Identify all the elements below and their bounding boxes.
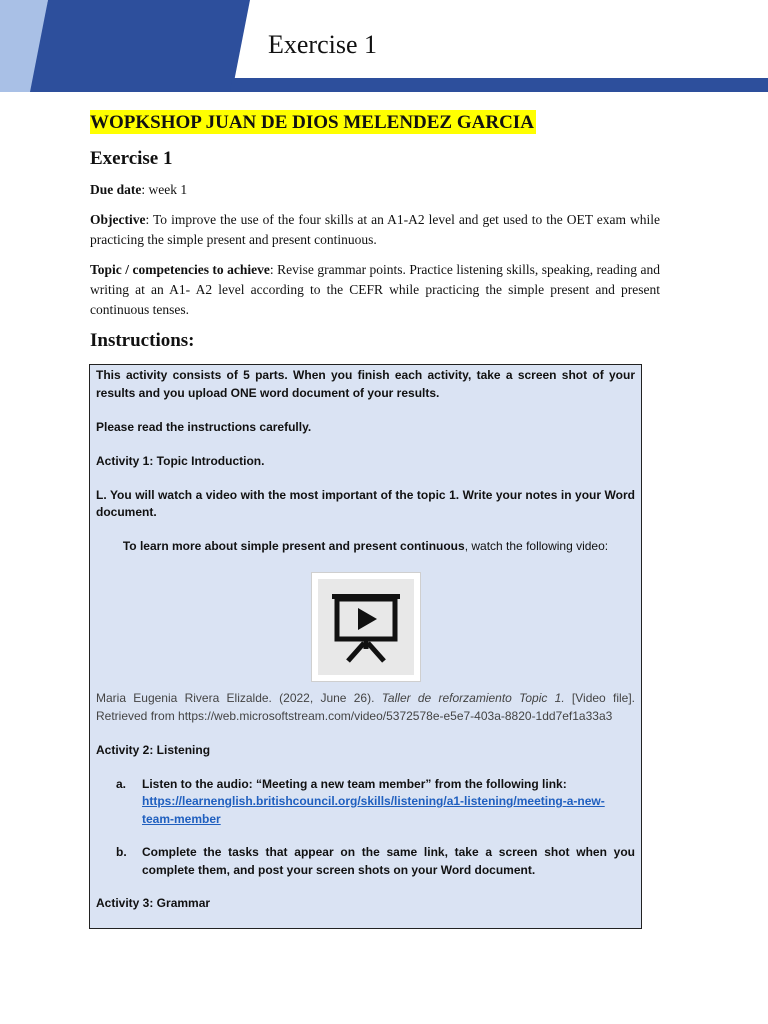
presentation-play-icon — [328, 589, 404, 665]
instructions-box — [89, 364, 642, 929]
header-title: Exercise 1 — [268, 30, 378, 59]
list-item-b — [116, 844, 635, 879]
due-date-value: : week 1 — [141, 182, 188, 197]
video-intro — [96, 538, 635, 556]
video-thumbnail[interactable] — [311, 572, 421, 682]
due-date-label: Due date — [90, 182, 142, 197]
topic-paragraph — [90, 260, 660, 320]
header-bottom-bar — [230, 78, 768, 92]
activity3-heading: Activity 3: Grammar — [96, 896, 211, 910]
list-item-a — [116, 776, 635, 829]
header-band — [0, 0, 768, 92]
british-council-link[interactable]: https://learnenglish.britishcouncil.org/skills/listening/a1-listening/meeting-a-new-team-member — [142, 794, 605, 826]
citation-author: Maria Eugenia Rivera Elizalde. (2022, June 26). — [96, 691, 382, 705]
workshop-title: WOPKSHOP JUAN DE DIOS MELENDEZ GARCIA — [90, 112, 534, 133]
topic-text: : Revise grammar points. Practice listening skills, speaking, reading and writing at an A1- A2 level according to the CEFR while practicing the simple present and present continuous tenses. — [90, 262, 660, 317]
video-citation — [96, 690, 635, 725]
item-a-text: Listen to the audio: “Meeting a new team member” from the following link: — [142, 776, 567, 791]
list-text-a — [142, 776, 635, 829]
header-dark-shape — [30, 0, 250, 92]
list-marker-b: b. — [116, 845, 127, 859]
due-date-paragraph — [90, 180, 660, 200]
citation-title: Taller de reforzamiento Topic 1. — [381, 691, 565, 705]
objective-label: Objective — [90, 212, 146, 227]
exercise-heading: Exercise 1 — [90, 148, 173, 169]
video-intro-rest: , watch the following video: — [464, 539, 609, 553]
topic-label: Topic / competencies to achieve — [90, 262, 270, 277]
activity1-item: L. You will watch a video with the most important of the topic 1. Write your notes in your Word document. — [96, 487, 635, 519]
instructions-heading: Instructions: — [90, 330, 195, 351]
activity2-heading: Activity 2: Listening — [96, 742, 211, 757]
item-b-text: Complete the tasks that appear on the same link, take a screen shot when you complete them, and post your screen shots on your Word document. — [142, 845, 635, 877]
document-body — [90, 108, 660, 352]
activity1-heading: Activity 1: Topic Introduction. — [96, 453, 265, 468]
citation-rest: [Video file]. Retrieved from https://web.microsoftstream.com/video/5372578e-e5e7-403a-8820-1dd7ef1a33a3 — [96, 691, 636, 723]
objective-paragraph — [90, 210, 660, 250]
video-intro-bold: To learn more about simple present and present continuous — [122, 539, 465, 553]
objective-text: : To improve the use of the four skills at an A1-A2 level and get used to the OET exam while practicing the simple present and present continuous. — [90, 212, 660, 247]
video-thumbnail-inner — [318, 579, 414, 675]
intro-text: This activity consists of 5 parts. When you finish each activity, take a screen shot of your results and you upload ONE word document of your results. — [96, 368, 635, 400]
list-marker-a: a. — [116, 776, 127, 791]
read-carefully-text: Please read the instructions carefully. — [96, 419, 312, 434]
